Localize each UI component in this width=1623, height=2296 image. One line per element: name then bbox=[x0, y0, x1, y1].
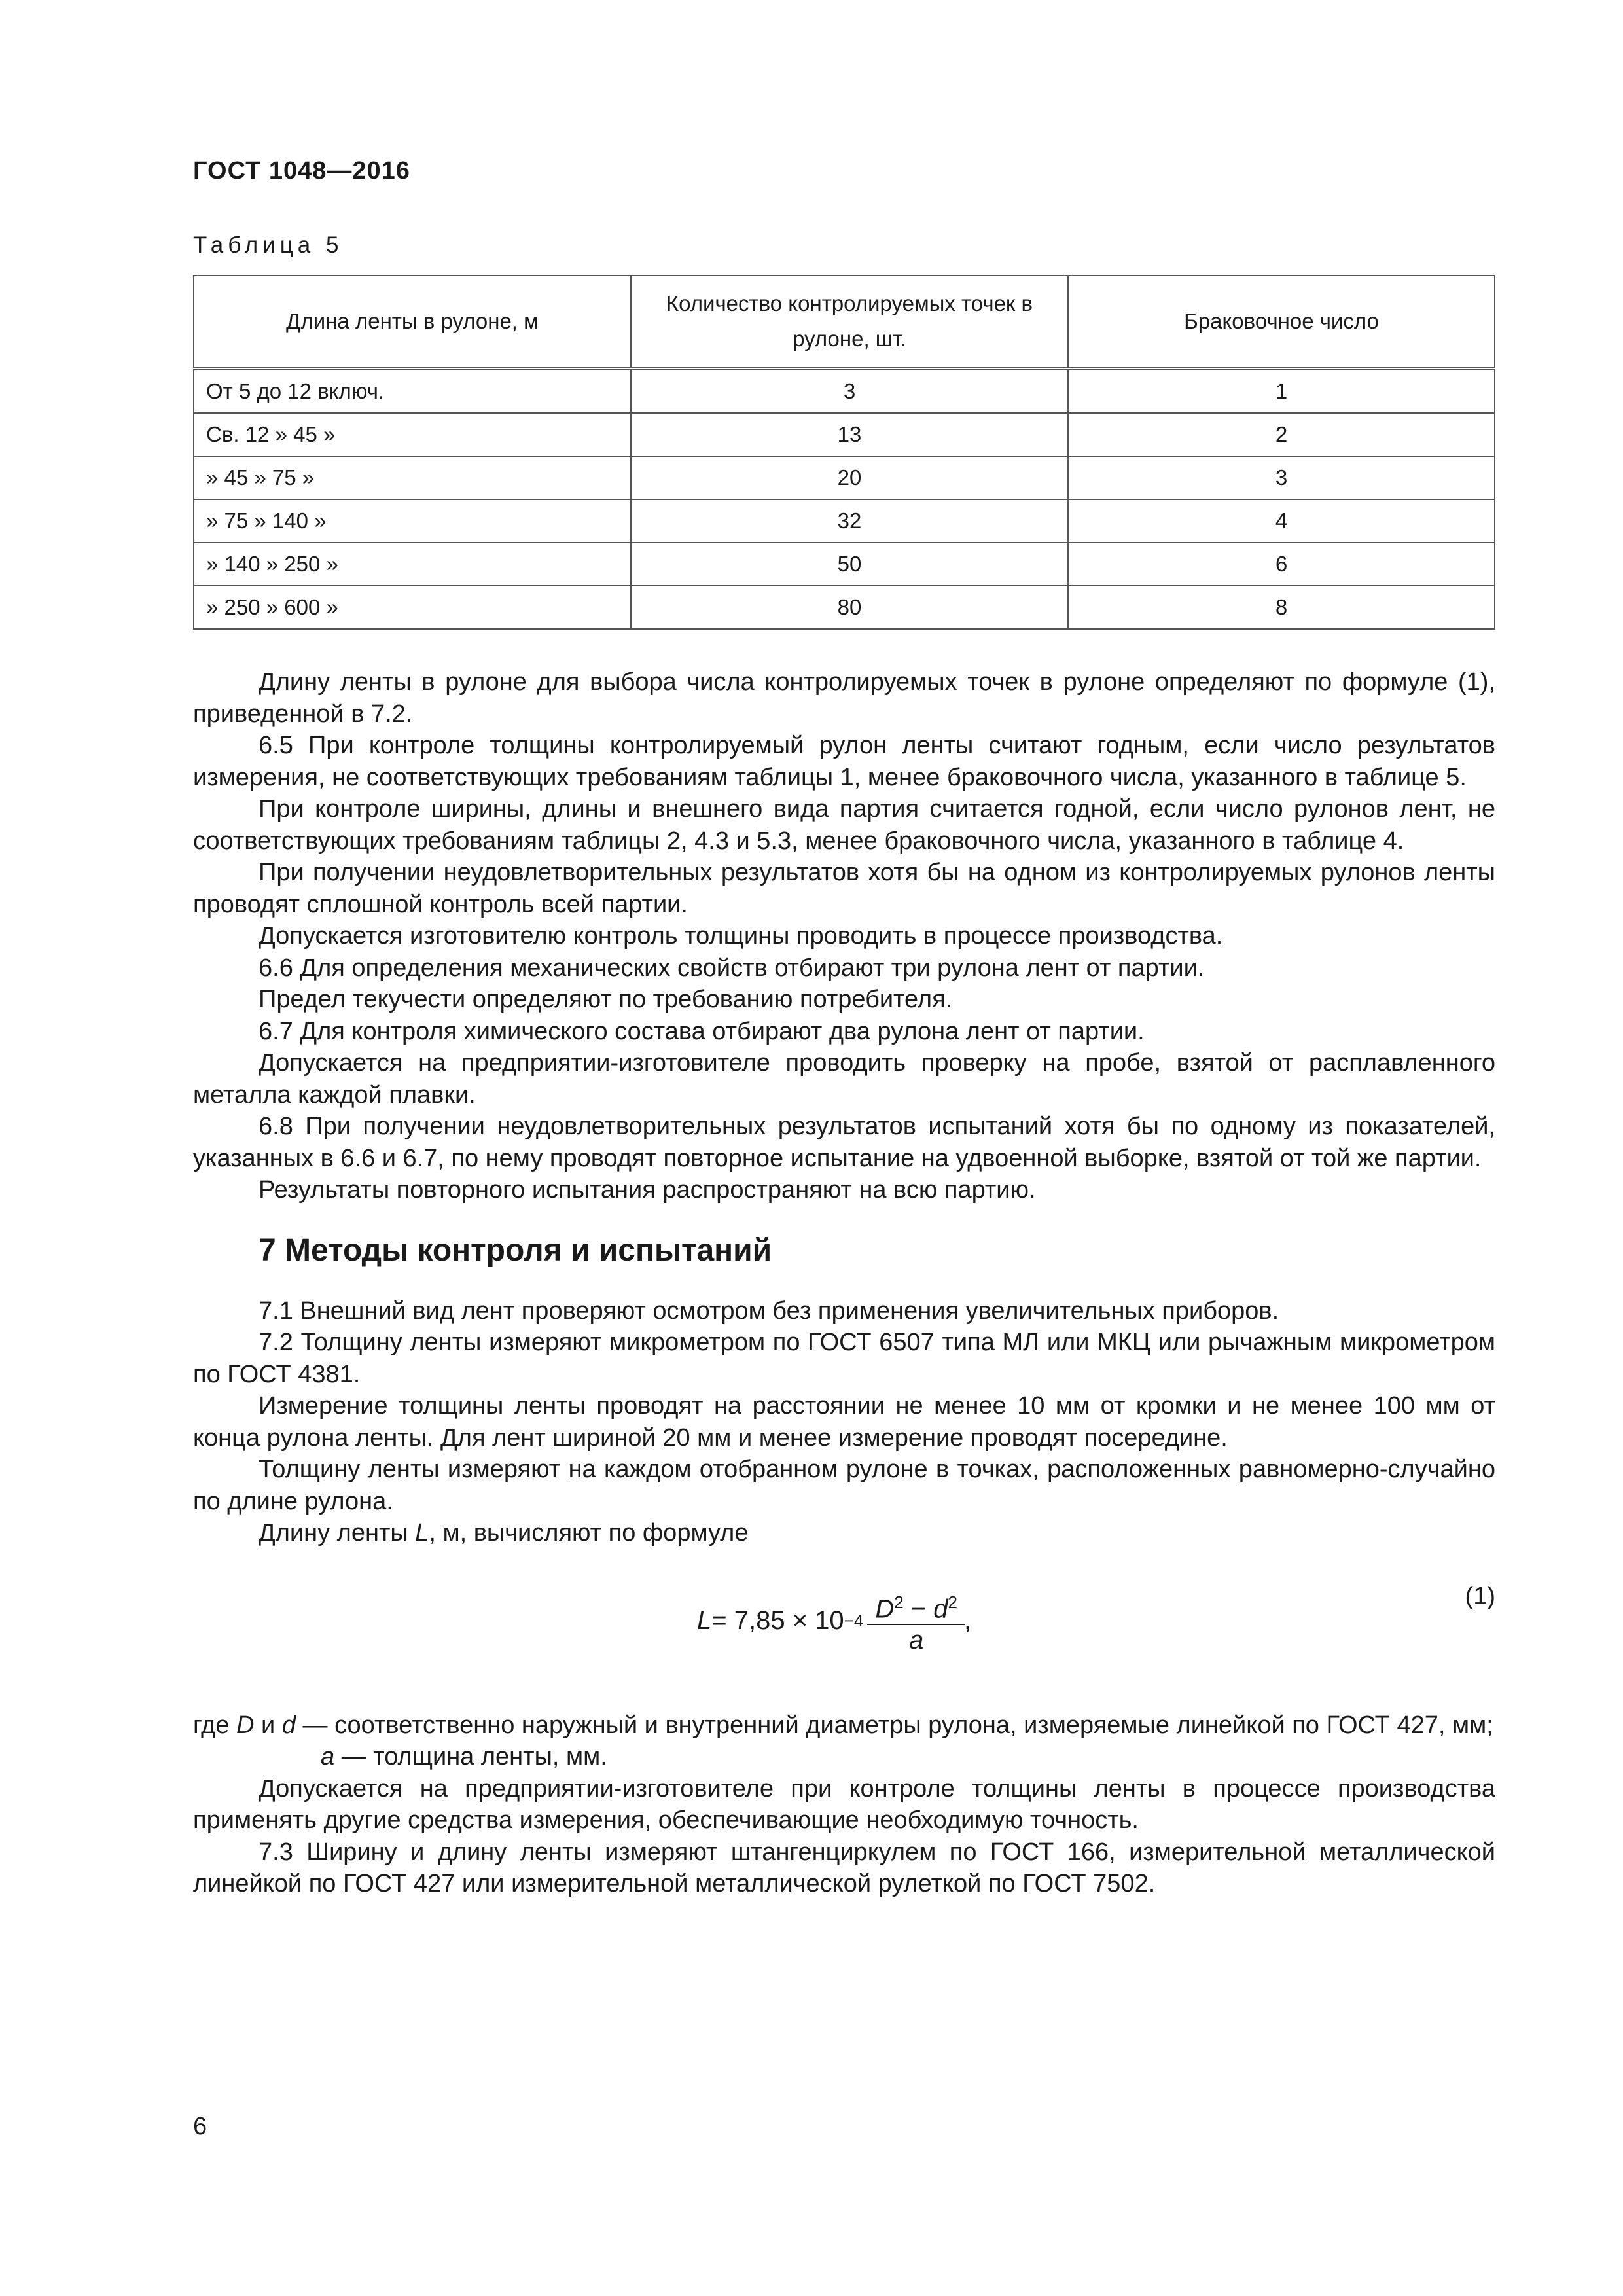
paragraph: Измерение толщины ленты проводят на расстоянии не менее 10 мм от кромки и не менее 100 мм от конца рулона ленты. Для лент шириной 20 мм и менее измерение проводят посередине. bbox=[193, 1392, 1495, 1452]
cell-length: » 75 » 140 » bbox=[194, 499, 631, 543]
exp-d: 2 bbox=[948, 1592, 957, 1612]
table-row bbox=[194, 586, 1495, 629]
table-row bbox=[194, 499, 1495, 543]
paragraph: Предел текучести определяют по требованию потребителя. bbox=[259, 986, 953, 1013]
formula-denominator bbox=[867, 1624, 965, 1655]
cell-points: 3 bbox=[631, 368, 1068, 413]
paragraph: Допускается на предприятии-изготовителе при контроле толщины ленты в процессе производства применять другие средства измерения, обеспечивающие необходимую точность. bbox=[193, 1774, 1495, 1834]
paragraph: При получении неудовлетворительных результатов хотя бы на одном из контролируемых рулонов ленты проводят сплошной контроль всей партии. bbox=[193, 859, 1495, 918]
cell-reject-number: 6 bbox=[1068, 543, 1495, 586]
formula-trail: , bbox=[963, 1606, 972, 1636]
var-D: D bbox=[236, 1711, 255, 1739]
section-heading: 7 Методы контроля и испытаний bbox=[259, 1232, 772, 1268]
cell-length: » 250 » 600 » bbox=[194, 586, 631, 629]
column-header-length: Длина ленты в рулоне, м bbox=[194, 276, 631, 368]
text-fragment: — соответственно наружный и внутренний диаметры рулона, измеряемые линейкой по ГОСТ 427, мм; bbox=[295, 1711, 1493, 1739]
cell-length: От 5 до 12 включ. bbox=[194, 368, 631, 413]
cell-length: » 45 » 75 » bbox=[194, 456, 631, 499]
paragraph-7-2: 7.2 Толщину ленты измеряют микрометром по ГОСТ 6507 типа МЛ или МКЦ или рычажным микрометром по ГОСТ 4381. bbox=[193, 1329, 1495, 1388]
cell-reject-number: 8 bbox=[1068, 586, 1495, 629]
cell-points: 13 bbox=[631, 413, 1068, 456]
text-fragment: , м, вычисляют по формуле bbox=[429, 1519, 749, 1547]
formula-numerator bbox=[871, 1587, 961, 1624]
cell-points: 50 bbox=[631, 543, 1068, 586]
paragraph-6-6: 6.6 Для определения механических свойств отбирают три рулона лент от партии. bbox=[259, 954, 1205, 982]
column-header-points: Количество контролируемых точек в рулоне, шт. bbox=[631, 276, 1068, 368]
cell-length: » 140 » 250 » bbox=[194, 543, 631, 586]
paragraph: Длину ленты в рулоне для выбора числа контролируемых точек в рулоне определяют по формуле (1), приведенной в 7.2. bbox=[193, 668, 1495, 728]
var-D: D bbox=[875, 1594, 895, 1623]
formula-coefficient: = 7,85 × 10 bbox=[711, 1606, 844, 1636]
variable-L: L bbox=[415, 1519, 429, 1547]
paragraph: Толщину ленты измеряют на каждом отобранном рулоне в точках, расположенных равномерно-случайно по длине рулона. bbox=[193, 1456, 1495, 1515]
var-d: d bbox=[933, 1594, 948, 1623]
cell-reject-number: 3 bbox=[1068, 456, 1495, 499]
formula-fraction bbox=[871, 1587, 961, 1655]
body-text bbox=[193, 666, 1495, 1900]
paragraph-6-8: 6.8 При получении неудовлетворительных результатов испытаний хотя бы по одному из показателей, указанных в 6.6 и 6.7, по нему проводят повторное испытание на удвоенной выборке, взятой от той же партии. bbox=[193, 1113, 1495, 1172]
var-a: a bbox=[909, 1625, 924, 1655]
paragraph-6-7: 6.7 Для контроля химического состава отбирают два рулона лент от партии. bbox=[259, 1017, 1145, 1045]
formula-exponent: −4 bbox=[844, 1611, 864, 1631]
cell-reject-number: 2 bbox=[1068, 413, 1495, 456]
paragraph-7-1: 7.1 Внешний вид лент проверяют осмотром без применения увеличительных приборов. bbox=[259, 1297, 1279, 1325]
table-5 bbox=[193, 275, 1495, 630]
cell-reject-number: 1 bbox=[1068, 368, 1495, 413]
var-d: d bbox=[281, 1711, 296, 1739]
cell-points: 20 bbox=[631, 456, 1068, 499]
document-header: ГОСТ 1048—2016 bbox=[193, 157, 410, 185]
text-fragment: где bbox=[193, 1711, 237, 1739]
paragraph: Допускается изготовителю контроль толщины проводить в процессе производства. bbox=[259, 922, 1223, 950]
table-caption: Таблица 5 bbox=[193, 232, 344, 258]
paragraph-formula-intro bbox=[193, 1517, 1495, 1549]
minus-sign: − bbox=[903, 1594, 934, 1623]
table-row bbox=[194, 543, 1495, 586]
paragraph: При контроле ширины, длины и внешнего вида партия считается годной, если число рулонов лент, не соответствующих требованиям таблицы 2, 4.3 и 5.3, менее браковочного числа, указанного в таблице 4. bbox=[193, 795, 1495, 855]
paragraph: Допускается на предприятии-изготовителе проводить проверку на пробе, взятой от расплавленного металла каждой плавки. bbox=[193, 1049, 1495, 1109]
cell-reject-number: 4 bbox=[1068, 499, 1495, 543]
cell-points: 32 bbox=[631, 499, 1068, 543]
column-header-reject-number: Браковочное число bbox=[1068, 276, 1495, 368]
text-fragment: — толщина ленты, мм. bbox=[334, 1743, 607, 1770]
formula-1 bbox=[193, 1574, 1495, 1695]
exp-D: 2 bbox=[894, 1592, 904, 1612]
formula-lhs: L bbox=[697, 1606, 712, 1636]
where-clause-2 bbox=[193, 1741, 1495, 1773]
table-row bbox=[194, 456, 1495, 499]
table-row bbox=[194, 368, 1495, 413]
text-fragment: Длину ленты bbox=[259, 1519, 416, 1547]
formula-number: (1) bbox=[1465, 1582, 1495, 1610]
page-number: 6 bbox=[193, 2113, 207, 2140]
text-fragment: и bbox=[254, 1711, 282, 1739]
cell-length: Св. 12 » 45 » bbox=[194, 413, 631, 456]
paragraph-7-3: 7.3 Ширину и длину ленты измеряют штангенциркулем по ГОСТ 166, измерительной металлической линейкой по ГОСТ 427 или измерительной металлической рулеткой по ГОСТ 7502. bbox=[193, 1838, 1495, 1897]
var-a: a bbox=[321, 1743, 335, 1770]
where-clause-1 bbox=[193, 1710, 1495, 1742]
table-row bbox=[194, 413, 1495, 456]
paragraph-6-5: 6.5 При контроле толщины контролируемый рулон ленты считают годным, если число результатов измерения, не соответствующих требованиям таблицы 1, менее браковочного числа, указанного в таблице 5. bbox=[193, 732, 1495, 791]
formula-expression bbox=[697, 1587, 971, 1655]
cell-points: 80 bbox=[631, 586, 1068, 629]
table-header-row bbox=[194, 276, 1495, 368]
paragraph: Результаты повторного испытания распространяют на всю партию. bbox=[259, 1176, 1036, 1204]
